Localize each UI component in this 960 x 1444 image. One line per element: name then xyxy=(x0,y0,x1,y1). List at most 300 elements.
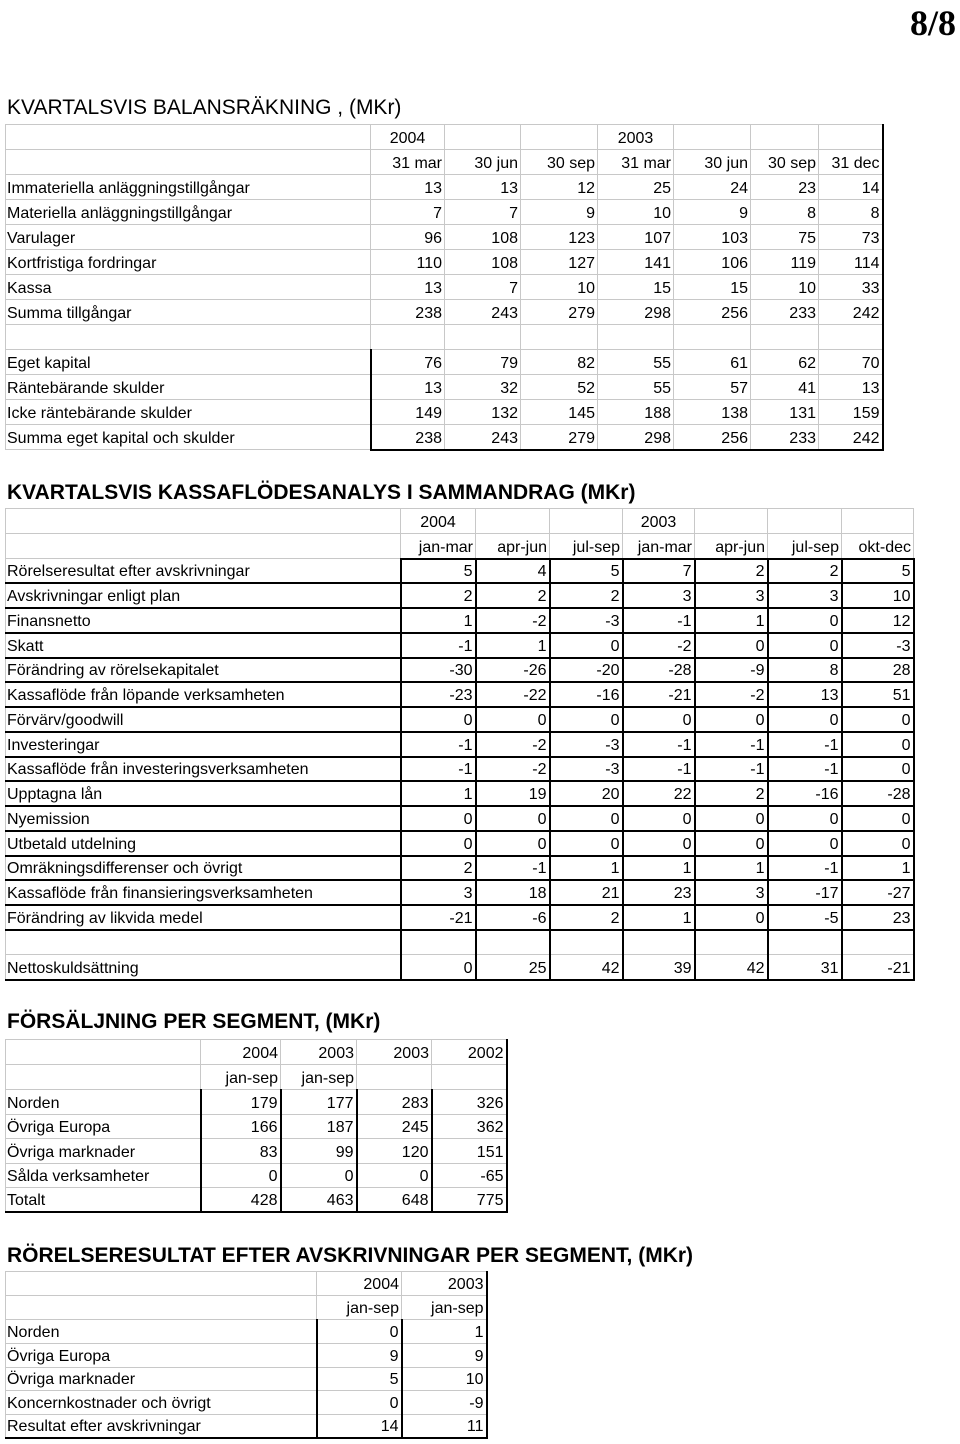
cashflow-period-row xyxy=(6,534,914,559)
cell-value: 188 xyxy=(598,400,674,425)
period-header: 31 mar xyxy=(598,150,674,175)
cell-value xyxy=(751,325,819,350)
cell-value: 75 xyxy=(751,225,819,250)
cell-value: 131 xyxy=(751,400,819,425)
cell-value: 76 xyxy=(371,350,445,375)
cell-value: -1 xyxy=(695,757,768,782)
cell-value: 12 xyxy=(842,608,914,633)
cell-value: 256 xyxy=(674,300,751,325)
cell-value: 149 xyxy=(371,400,445,425)
cell-value: 120 xyxy=(357,1139,432,1164)
table-row xyxy=(6,1415,487,1439)
cell-value: 2 xyxy=(768,559,842,584)
cell-value: 20 xyxy=(550,781,623,806)
cell-value: 13 xyxy=(768,682,842,707)
cell-value: -9 xyxy=(402,1391,487,1415)
cell-value: 25 xyxy=(598,175,674,200)
cell-value: 2 xyxy=(550,905,623,930)
row-label: Sålda verksamheter xyxy=(6,1163,201,1188)
cell-value: 1 xyxy=(401,781,476,806)
cell-value: 5 xyxy=(842,559,914,584)
table-row xyxy=(6,658,914,683)
cashflow-year-row xyxy=(6,509,914,534)
row-label: Norden xyxy=(6,1320,317,1344)
cell-value: 5 xyxy=(317,1367,402,1391)
cell-value: 1 xyxy=(695,608,768,633)
table-row xyxy=(6,250,883,275)
cell-value: 33 xyxy=(819,275,883,300)
row-label: Kassaflöde från löpande verksamheten xyxy=(6,682,401,707)
cell-value: -1 xyxy=(768,732,842,757)
cell-value: 0 xyxy=(695,806,768,831)
row-label: Kortfristiga fordringar xyxy=(6,250,371,275)
cell-value: -3 xyxy=(550,732,623,757)
cell-value: 7 xyxy=(371,200,445,225)
cell-value: 1 xyxy=(842,856,914,881)
table-row xyxy=(6,1320,487,1344)
cell-value: 0 xyxy=(623,707,695,732)
period-header: jan-sep xyxy=(281,1065,357,1090)
cell-value: 775 xyxy=(432,1188,507,1213)
ebit-period-row xyxy=(6,1296,487,1320)
table-row xyxy=(6,400,883,425)
cell-value: 42 xyxy=(695,955,768,980)
cell-value: 0 xyxy=(695,905,768,930)
row-label: Räntebärande skulder xyxy=(6,375,371,400)
cell-value: 8 xyxy=(819,200,883,225)
period-header: 31 dec xyxy=(819,150,883,175)
cell-value: 127 xyxy=(521,250,598,275)
row-label: Summa tillgångar xyxy=(6,300,371,325)
cell-value: 0 xyxy=(842,831,914,856)
year-header: 2002 xyxy=(432,1040,507,1065)
cell-value: 28 xyxy=(842,658,914,683)
cell-value: 3 xyxy=(695,880,768,905)
cell-value xyxy=(521,325,598,350)
cell-value: 23 xyxy=(751,175,819,200)
cell-value: 0 xyxy=(550,806,623,831)
table-row xyxy=(6,350,883,375)
table-row xyxy=(6,608,914,633)
row-label: Varulager xyxy=(6,225,371,250)
row-label: Koncernkostnader och övrigt xyxy=(6,1391,317,1415)
cell-value: 21 xyxy=(550,880,623,905)
cell-value: 5 xyxy=(550,559,623,584)
cell-value: 9 xyxy=(674,200,751,225)
cell-value: 0 xyxy=(768,608,842,633)
row-label: Investeringar xyxy=(6,732,401,757)
cell-value: 55 xyxy=(598,375,674,400)
cell-value: 3 xyxy=(401,880,476,905)
cell-value: 7 xyxy=(623,559,695,584)
table-row xyxy=(6,559,914,584)
cell-value: -2 xyxy=(695,682,768,707)
cell-value: 1 xyxy=(623,856,695,881)
table-row xyxy=(6,682,914,707)
row-label: Utbetald utdelning xyxy=(6,831,401,856)
cell-value: -16 xyxy=(768,781,842,806)
cell-value: 22 xyxy=(623,781,695,806)
ebit-title: RÖRELSERESULTAT EFTER AVSKRIVNINGAR PER SEGMENT, (MKr) xyxy=(7,1244,694,1267)
cell-value: 10 xyxy=(842,583,914,608)
row-label: Förvärv/goodwill xyxy=(6,707,401,732)
cell-value: 0 xyxy=(842,806,914,831)
period-header xyxy=(357,1065,432,1090)
cell-value: 0 xyxy=(476,831,550,856)
balance-period-row xyxy=(6,150,883,175)
cell-value: -9 xyxy=(695,658,768,683)
cell-value: -1 xyxy=(623,608,695,633)
cell-value: 298 xyxy=(598,300,674,325)
cashflow-table xyxy=(5,508,915,981)
table-row xyxy=(6,757,914,782)
cell-value: 0 xyxy=(695,831,768,856)
cell-value: 13 xyxy=(819,375,883,400)
cell-value: 0 xyxy=(401,806,476,831)
cell-value: 108 xyxy=(445,250,521,275)
cell-value: 107 xyxy=(598,225,674,250)
cell-value: 138 xyxy=(674,400,751,425)
table-row xyxy=(6,806,914,831)
cell-value xyxy=(842,930,914,955)
cell-value: -21 xyxy=(623,682,695,707)
cell-value: 2 xyxy=(476,583,550,608)
cell-value: 57 xyxy=(674,375,751,400)
row-label: Eget kapital xyxy=(6,350,371,375)
table-row xyxy=(6,905,914,930)
row-label: Totalt xyxy=(6,1188,201,1213)
sales-title: FÖRSÄLJNING PER SEGMENT, (MKr) xyxy=(7,1010,381,1033)
cell-value: 233 xyxy=(751,300,819,325)
table-row xyxy=(6,583,914,608)
cell-value: 0 xyxy=(695,633,768,658)
year-2003: 2003 xyxy=(598,125,674,150)
cell-value: 41 xyxy=(751,375,819,400)
cell-value: 70 xyxy=(819,350,883,375)
cell-value: 73 xyxy=(819,225,883,250)
cell-value: 0 xyxy=(768,633,842,658)
row-label: Övriga Europa xyxy=(6,1343,317,1367)
row-label: Förändring av likvida medel xyxy=(6,905,401,930)
period-header: jan-mar xyxy=(401,534,476,559)
row-label: Summa eget kapital och skulder xyxy=(6,425,371,450)
cell-value: 0 xyxy=(401,955,476,980)
cell-value: 5 xyxy=(401,559,476,584)
cell-value: 1 xyxy=(695,856,768,881)
cell-value: 243 xyxy=(445,425,521,450)
row-label xyxy=(6,930,401,955)
cell-value: 23 xyxy=(623,880,695,905)
cell-value: -16 xyxy=(550,682,623,707)
cell-value: 1 xyxy=(476,633,550,658)
cell-value: 96 xyxy=(371,225,445,250)
cell-value: 10 xyxy=(598,200,674,225)
cell-value: -1 xyxy=(695,732,768,757)
cell-value: 13 xyxy=(371,275,445,300)
period-header xyxy=(432,1065,507,1090)
table-row xyxy=(6,732,914,757)
cell-value: 12 xyxy=(521,175,598,200)
row-label: Nyemission xyxy=(6,806,401,831)
cell-value: -23 xyxy=(401,682,476,707)
row-label: Finansnetto xyxy=(6,608,401,633)
row-label: Kassaflöde från investeringsverksamheten xyxy=(6,757,401,782)
cell-value: 0 xyxy=(317,1391,402,1415)
cell-value: 0 xyxy=(401,831,476,856)
cell-value: 242 xyxy=(819,425,883,450)
row-label: Omräkningsdifferenser och övrigt xyxy=(6,856,401,881)
period-header: 30 sep xyxy=(521,150,598,175)
cell-value: 0 xyxy=(550,831,623,856)
balance-title: KVARTALSVIS BALANSRÄKNING , (MKr) xyxy=(7,96,402,119)
table-row xyxy=(6,1188,507,1213)
period-header: okt-dec xyxy=(842,534,914,559)
page-number: 8/8 xyxy=(909,3,956,43)
cell-value xyxy=(674,325,751,350)
row-label: Avskrivningar enligt plan xyxy=(6,583,401,608)
cell-value: 238 xyxy=(371,425,445,450)
period-header: jan-sep xyxy=(402,1296,487,1320)
cell-value: -1 xyxy=(623,732,695,757)
cell-value: 99 xyxy=(281,1139,357,1164)
period-header: apr-jun xyxy=(476,534,550,559)
cell-value: 0 xyxy=(357,1163,432,1188)
cell-value: -1 xyxy=(401,732,476,757)
cell-value: 10 xyxy=(521,275,598,300)
cell-value: 82 xyxy=(521,350,598,375)
row-label xyxy=(6,325,371,350)
row-label: Resultat efter avskrivningar xyxy=(6,1415,317,1439)
cell-value: 0 xyxy=(768,707,842,732)
sales-year-row xyxy=(6,1040,507,1065)
row-label: Övriga marknader xyxy=(6,1139,201,1164)
cell-value xyxy=(695,930,768,955)
row-label: Kassaflöde från finansieringsverksamheten xyxy=(6,880,401,905)
year-header: 2003 xyxy=(402,1272,487,1296)
cell-value: 123 xyxy=(521,225,598,250)
cell-value: 52 xyxy=(521,375,598,400)
cell-value: -1 xyxy=(476,856,550,881)
cell-value xyxy=(623,930,695,955)
year-header: 2004 xyxy=(317,1272,402,1296)
cell-value: 0 xyxy=(476,707,550,732)
cell-value: 0 xyxy=(842,707,914,732)
cell-value xyxy=(598,325,674,350)
cell-value: -3 xyxy=(550,757,623,782)
cell-value: 0 xyxy=(550,707,623,732)
cell-value: -1 xyxy=(768,856,842,881)
cell-value: -21 xyxy=(842,955,914,980)
cell-value: 233 xyxy=(751,425,819,450)
cell-value: 32 xyxy=(445,375,521,400)
cell-value: 0 xyxy=(281,1163,357,1188)
cell-value: 7 xyxy=(445,275,521,300)
cell-value: 15 xyxy=(674,275,751,300)
period-header: 30 jun xyxy=(445,150,521,175)
period-header: jul-sep xyxy=(550,534,623,559)
cell-value: 106 xyxy=(674,250,751,275)
table-row xyxy=(6,930,914,955)
cell-value: 9 xyxy=(402,1343,487,1367)
cell-value: 279 xyxy=(521,300,598,325)
row-label: Materiella anläggningstillgångar xyxy=(6,200,371,225)
cell-value: 18 xyxy=(476,880,550,905)
table-row xyxy=(6,425,883,450)
table-row xyxy=(6,831,914,856)
cell-value: 62 xyxy=(751,350,819,375)
cell-value: 428 xyxy=(201,1188,281,1213)
cashflow-title: KVARTALSVIS KASSAFLÖDESANALYS I SAMMANDRAG (MKr) xyxy=(7,481,636,504)
cell-value xyxy=(819,325,883,350)
cell-value: -1 xyxy=(768,757,842,782)
year-2003: 2003 xyxy=(623,509,695,534)
cell-value: 0 xyxy=(842,757,914,782)
cell-value: 279 xyxy=(521,425,598,450)
cell-value: 103 xyxy=(674,225,751,250)
cell-value: -6 xyxy=(476,905,550,930)
ebit-table xyxy=(5,1271,488,1439)
table-row xyxy=(6,300,883,325)
period-header: apr-jun xyxy=(695,534,768,559)
cell-value: 326 xyxy=(432,1090,507,1115)
cell-value: 256 xyxy=(674,425,751,450)
cell-value: 7 xyxy=(445,200,521,225)
table-row xyxy=(6,856,914,881)
cell-value: 10 xyxy=(402,1367,487,1391)
cell-value: -65 xyxy=(432,1163,507,1188)
cell-value xyxy=(401,930,476,955)
cell-value: 108 xyxy=(445,225,521,250)
year-header: 2003 xyxy=(357,1040,432,1065)
cell-value: 2 xyxy=(401,583,476,608)
cell-value: 0 xyxy=(550,633,623,658)
cell-value: 0 xyxy=(842,732,914,757)
table-row xyxy=(6,1163,507,1188)
cell-value: -28 xyxy=(623,658,695,683)
cell-value: 23 xyxy=(842,905,914,930)
cell-value xyxy=(768,930,842,955)
cell-value: 42 xyxy=(550,955,623,980)
cell-value: 15 xyxy=(598,275,674,300)
cell-value: 0 xyxy=(201,1163,281,1188)
table-row xyxy=(6,880,914,905)
cell-value: 51 xyxy=(842,682,914,707)
cell-value: -1 xyxy=(401,757,476,782)
cell-value: 110 xyxy=(371,250,445,275)
cell-value: 0 xyxy=(695,707,768,732)
row-label: Immateriella anläggningstillgångar xyxy=(6,175,371,200)
cell-value: 119 xyxy=(751,250,819,275)
cell-value: -20 xyxy=(550,658,623,683)
cell-value: 2 xyxy=(401,856,476,881)
sales-period-row xyxy=(6,1065,507,1090)
cell-value: 39 xyxy=(623,955,695,980)
table-row xyxy=(6,1114,507,1139)
cell-value: 0 xyxy=(401,707,476,732)
cell-value: 362 xyxy=(432,1114,507,1139)
cell-value: 1 xyxy=(401,608,476,633)
year-header: 2003 xyxy=(281,1040,357,1065)
cell-value: 187 xyxy=(281,1114,357,1139)
cell-value: -27 xyxy=(842,880,914,905)
cell-value: -2 xyxy=(476,757,550,782)
table-row xyxy=(6,955,914,980)
period-header: jul-sep xyxy=(768,534,842,559)
row-label: Nettoskuldsättning xyxy=(6,955,401,980)
cell-value: -17 xyxy=(768,880,842,905)
cell-value: 2 xyxy=(695,559,768,584)
period-header: jan-sep xyxy=(201,1065,281,1090)
period-header: 30 jun xyxy=(674,150,751,175)
cell-value: -1 xyxy=(401,633,476,658)
cell-value: 31 xyxy=(768,955,842,980)
cell-value: 1 xyxy=(402,1320,487,1344)
cell-value: 648 xyxy=(357,1188,432,1213)
cell-value: 9 xyxy=(317,1343,402,1367)
cell-value: 242 xyxy=(819,300,883,325)
cell-value: -2 xyxy=(476,732,550,757)
cell-value xyxy=(371,325,445,350)
cell-value: 4 xyxy=(476,559,550,584)
cell-value: 0 xyxy=(317,1320,402,1344)
cell-value: -22 xyxy=(476,682,550,707)
balance-table xyxy=(5,124,884,451)
period-header: jan-sep xyxy=(317,1296,402,1320)
cell-value: -28 xyxy=(842,781,914,806)
year-header: 2004 xyxy=(201,1040,281,1065)
cell-value: -26 xyxy=(476,658,550,683)
table-row xyxy=(6,1367,487,1391)
cell-value: 463 xyxy=(281,1188,357,1213)
table-row xyxy=(6,1090,507,1115)
cell-value: 11 xyxy=(402,1415,487,1439)
cell-value: 10 xyxy=(751,275,819,300)
table-row xyxy=(6,781,914,806)
cell-value: 14 xyxy=(317,1415,402,1439)
row-label: Kassa xyxy=(6,275,371,300)
cell-value: 13 xyxy=(445,175,521,200)
cell-value: 24 xyxy=(674,175,751,200)
cell-value: -3 xyxy=(550,608,623,633)
cell-value: -1 xyxy=(623,757,695,782)
cell-value: 2 xyxy=(550,583,623,608)
cell-value xyxy=(476,930,550,955)
cell-value: 83 xyxy=(201,1139,281,1164)
cell-value: 114 xyxy=(819,250,883,275)
cell-value: 159 xyxy=(819,400,883,425)
period-header: 31 mar xyxy=(371,150,445,175)
sales-table xyxy=(5,1039,508,1213)
cell-value: 0 xyxy=(476,806,550,831)
row-label: Övriga marknader xyxy=(6,1367,317,1391)
cell-value: 0 xyxy=(623,806,695,831)
cell-value: 141 xyxy=(598,250,674,275)
table-row xyxy=(6,1139,507,1164)
cell-value: 0 xyxy=(623,831,695,856)
cell-value: -5 xyxy=(768,905,842,930)
cell-value: 13 xyxy=(371,375,445,400)
cell-value: -2 xyxy=(623,633,695,658)
cell-value: 177 xyxy=(281,1090,357,1115)
table-row xyxy=(6,707,914,732)
cell-value xyxy=(550,930,623,955)
cell-value: 9 xyxy=(521,200,598,225)
cell-value: -30 xyxy=(401,658,476,683)
cell-value: 0 xyxy=(768,806,842,831)
cell-value: -21 xyxy=(401,905,476,930)
cell-value: 283 xyxy=(357,1090,432,1115)
table-row xyxy=(6,325,883,350)
